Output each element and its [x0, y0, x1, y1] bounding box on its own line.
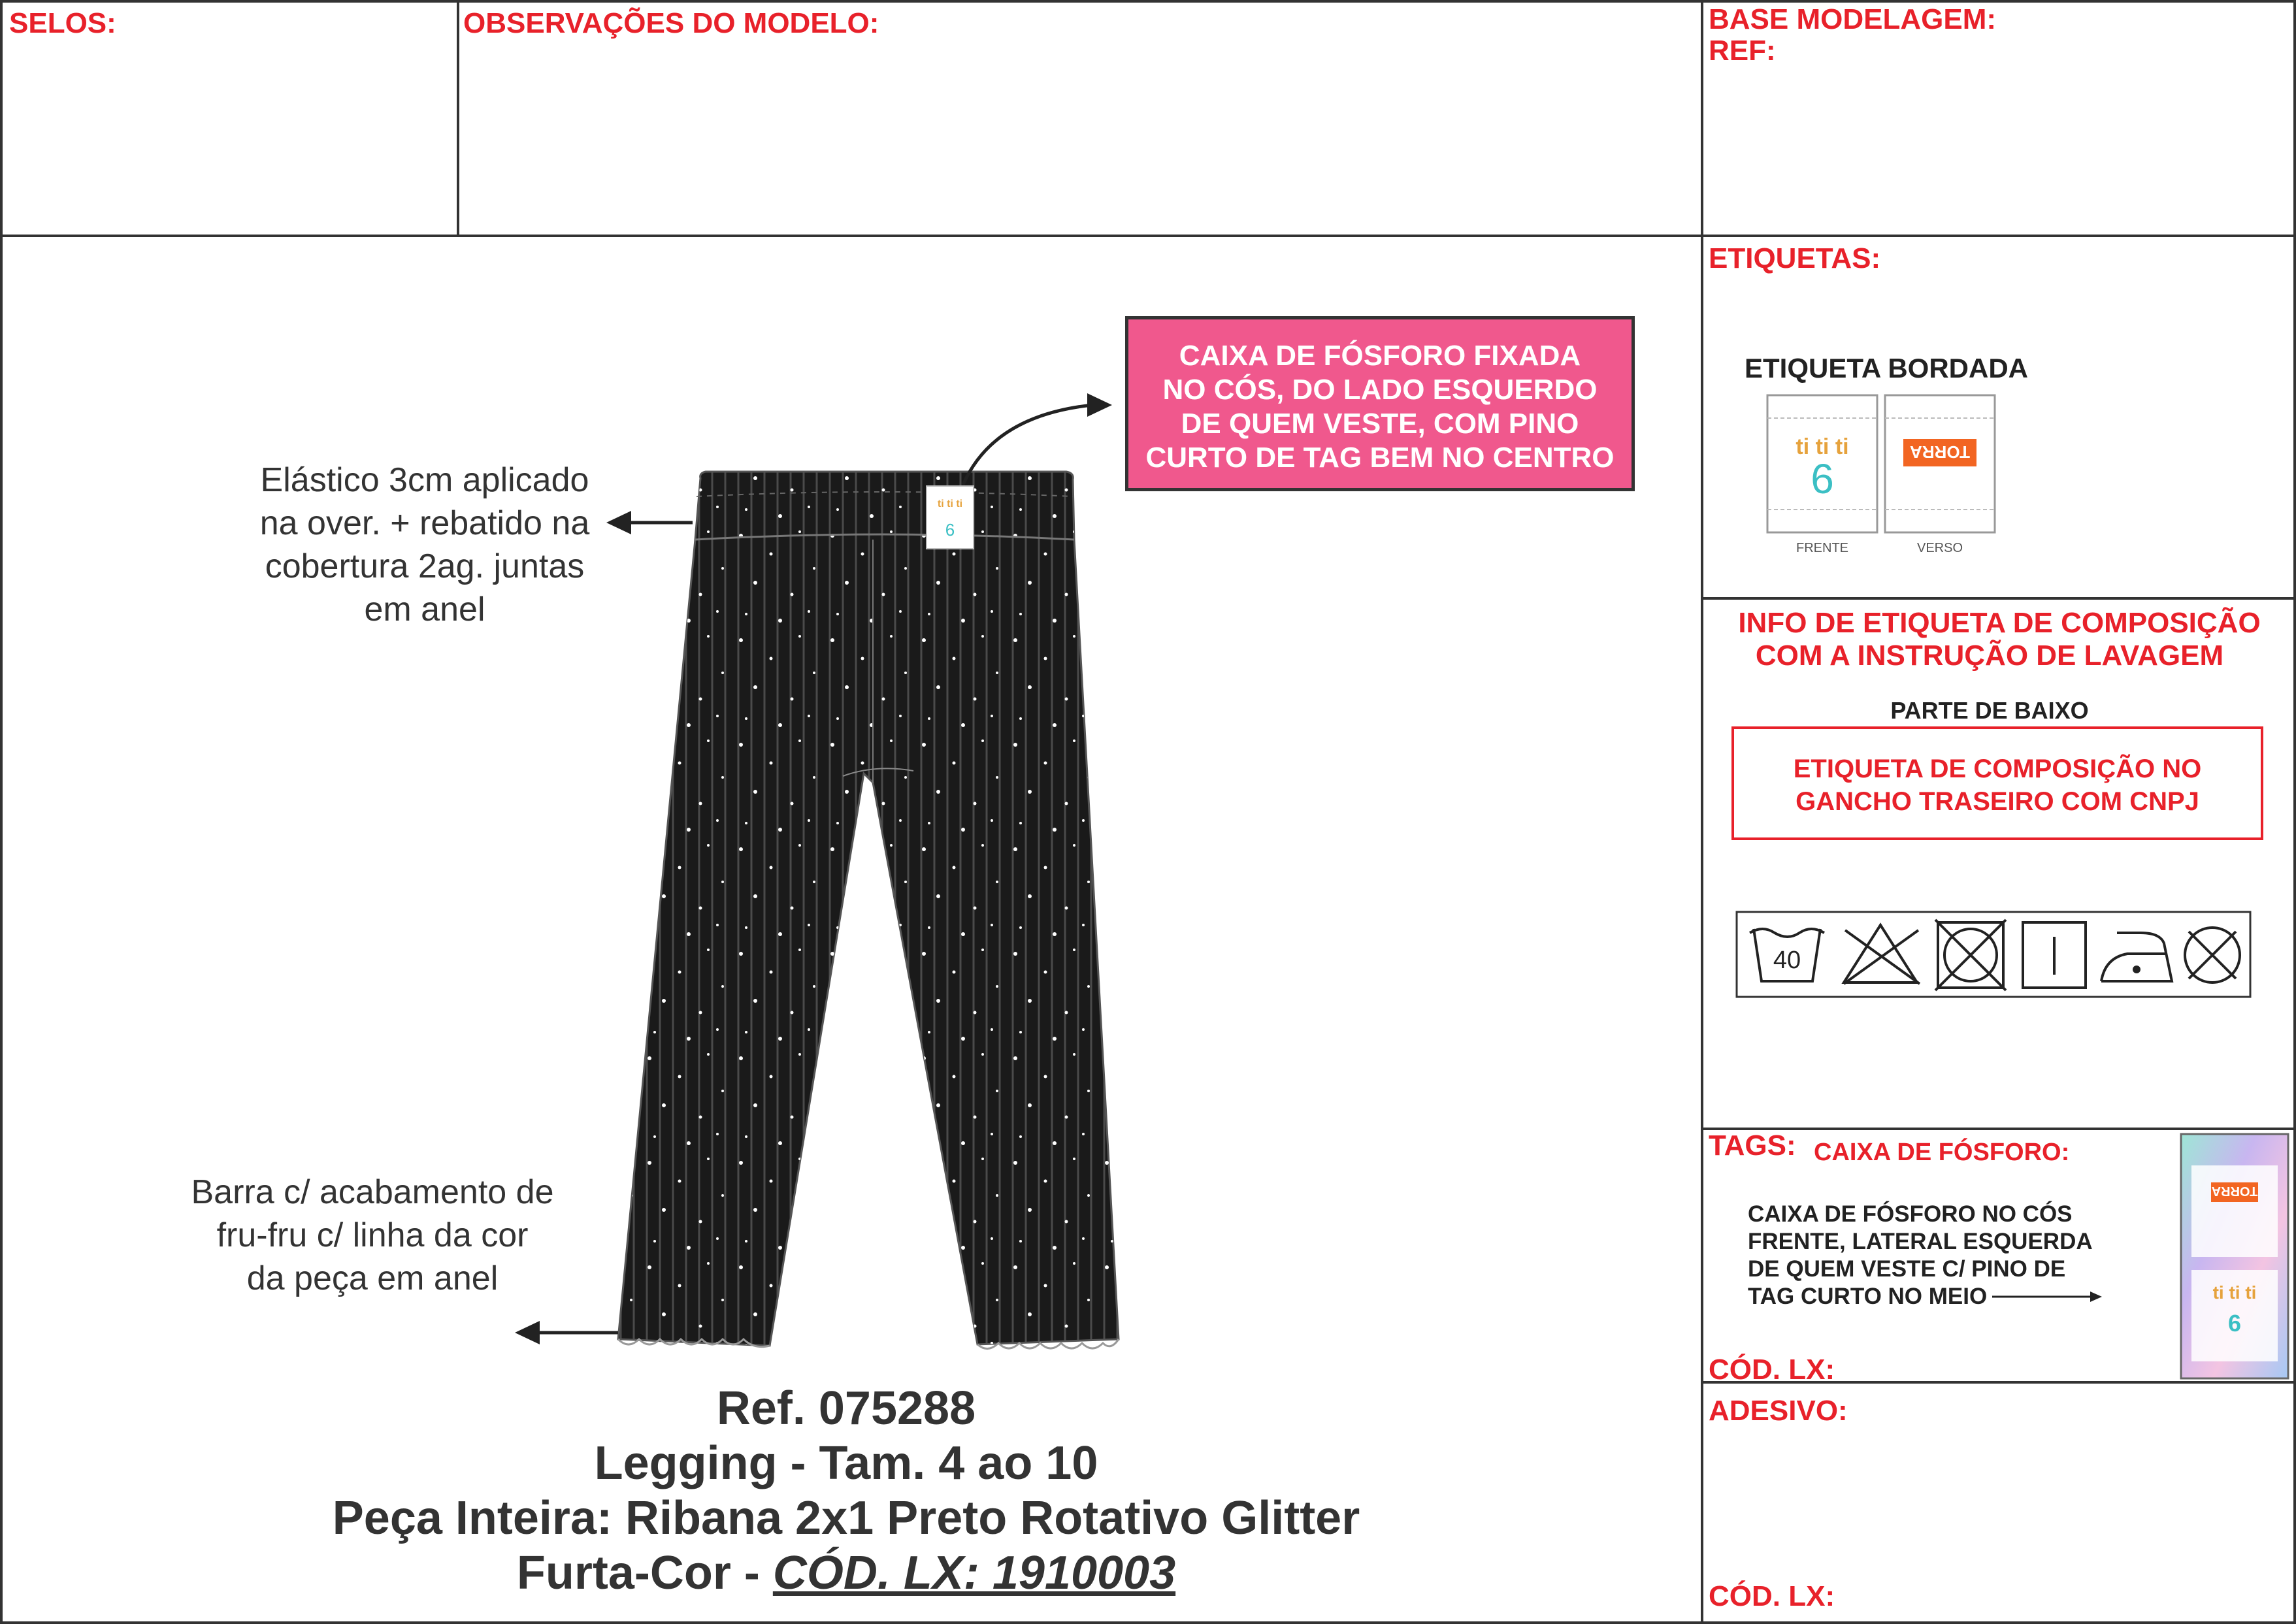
composicao-note-line1: ETIQUETA DE COMPOSIÇÃO NO: [1793, 755, 2202, 783]
label-front-caption: FRENTE: [1796, 541, 1848, 555]
product-fabric: Peça Inteira: Ribana 2x1 Preto Rotativo Glitter: [332, 1492, 1360, 1544]
care-symbols-strip: [1735, 911, 2252, 998]
elastic-callout-arrow: [606, 511, 693, 534]
tags-desc-last-line: TAG CURTO NO MEIO: [1748, 1283, 2105, 1310]
etiquetas-title: ETIQUETAS:: [1709, 242, 1881, 274]
product-name: Legging - Tam. 4 ao 10: [594, 1437, 1098, 1489]
composicao-note-line2: GANCHO TRASEIRO COM CNPJ: [1796, 787, 2199, 816]
legging-body: [618, 472, 1119, 1349]
embroidered-label-illustration: [1764, 392, 1999, 562]
etiqueta-bordada-label: ETIQUETA BORDADA: [1745, 353, 2028, 383]
label-front-size: 6: [1811, 455, 1834, 502]
etiquetas-bottom-divider: [1701, 597, 2296, 600]
observacoes-label: OBSERVAÇÕES DO MODELO:: [463, 7, 879, 39]
matchbox-callout-box: CAIXA DE FÓSFORO FIXADA NO CÓS, DO LADO ESQUERDO DE QUEM VESTE, COM PINO CURTO DE TAG BEM NO CENTRO: [1125, 316, 1635, 491]
selos-label: SELOS:: [9, 7, 116, 39]
parte-de-baixo-label: PARTE DE BAIXO: [1890, 697, 2089, 724]
matchbox-tag-illustration: [2180, 1133, 2289, 1380]
label-back-caption: VERSO: [1916, 541, 1963, 555]
tag-brand-text: TORRA: [2211, 1184, 2258, 1198]
hem-callout-text: Barra c/ acabamento de fru-fru c/ linha da cor da peça em anel: [191, 1173, 554, 1297]
tags-description: CAIXA DE FÓSFORO NO CÓS FRENTE, LATERAL ESQUERDA DE QUEM VESTE C/ PINO DE TAG CURTO NO MEIO: [1748, 1201, 2105, 1310]
svg-text:40: 40: [1773, 947, 1801, 974]
product-cod-lx: CÓD. LX: 1910003: [772, 1547, 1176, 1599]
product-reference-block: [196, 1381, 1496, 1600]
tag-logo-text: ti ti ti: [2212, 1282, 2257, 1303]
adesivo-cod-lx-label: CÓD. LX:: [1709, 1580, 1835, 1612]
composicao-note-box: [1731, 726, 2263, 840]
svg-text:ti ti ti: ti ti ti: [937, 498, 963, 510]
base-modelagem-label: BASE MODELAGEM:: [1709, 3, 1996, 35]
tag-size-text: 6: [2227, 1310, 2242, 1337]
product-color-line: Furta-Cor - CÓD. LX: 1910003: [516, 1547, 1176, 1599]
composicao-title-line1: INFO DE ETIQUETA DE COMPOSIÇÃO: [1738, 607, 2261, 639]
ref-label: REF:: [1709, 35, 1776, 67]
tags-title: TAGS:: [1709, 1129, 1796, 1161]
hem-callout-arrow: [515, 1321, 618, 1344]
caixa-fosforo-label: CAIXA DE FÓSFORO:: [1814, 1139, 2070, 1166]
svg-text:6: 6: [945, 520, 955, 540]
tags-cod-lx-label: CÓD. LX:: [1709, 1354, 1835, 1386]
waist-tag: [927, 486, 974, 549]
adesivo-title: ADESIVO:: [1709, 1395, 1848, 1427]
product-ref: Ref. 075288: [716, 1382, 976, 1435]
elastic-callout-text: Elástico 3cm aplicado na over. + rebatido na cobertura 2ag. juntas em anel: [259, 461, 590, 628]
label-front-logo: ti ti ti: [1796, 434, 1849, 459]
arrow-right-icon: [1992, 1289, 2105, 1305]
composicao-title-line2: COM A INSTRUÇÃO DE LAVAGEM: [1755, 640, 2224, 672]
label-back-brand: TORRA: [1910, 442, 1970, 462]
